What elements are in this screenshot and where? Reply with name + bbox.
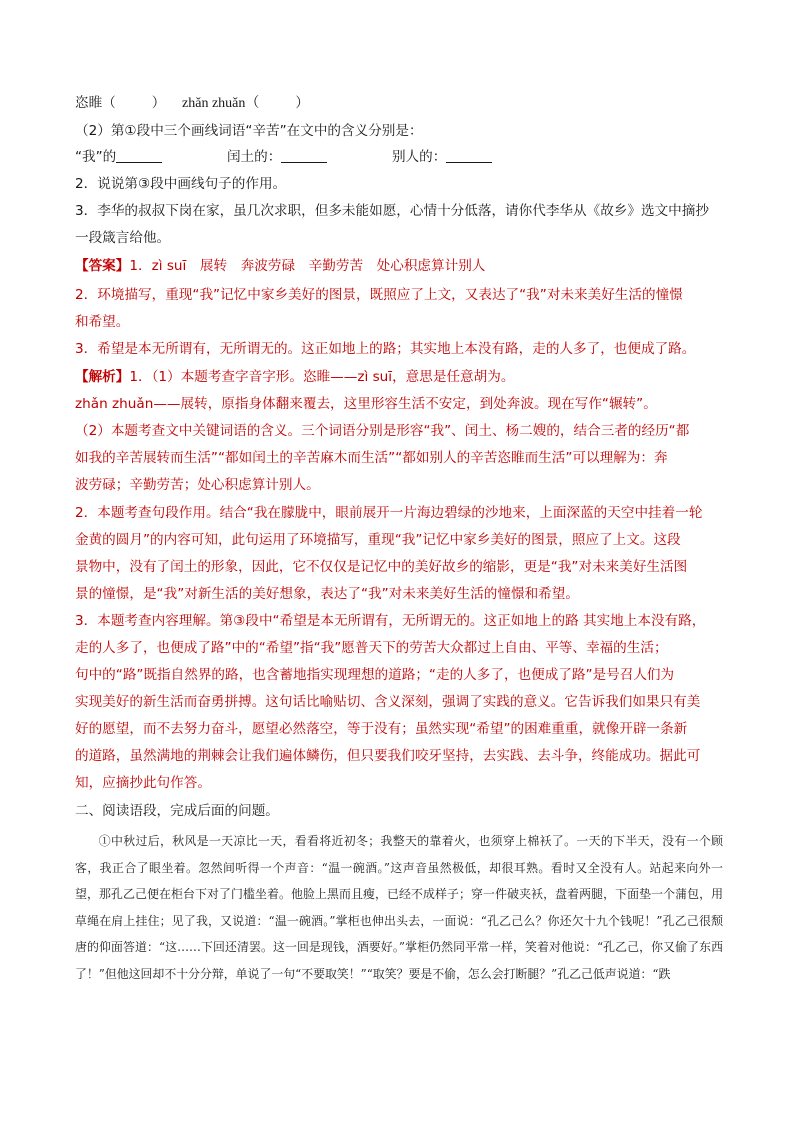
analysis-line: 句中的“路”既指自然界的路，也含蓄地指实现理想的道路；“走的人多了，也便成了路”是号召人们为 [75,667,675,683]
analysis-1: 【解析】1．（1）本题考查字音字形。恣睢——zì suī，意思是任意胡为。 [75,369,515,385]
analysis-line: 波劳碌；辛勤劳苦；处心积虑算计别人。 [75,477,320,493]
answer-2-line2: 和希望。 [75,314,130,330]
analysis-line: 知，应摘抄此句作答。 [75,775,211,791]
analysis-line: 走的人多了，也便成了路”中的“希望”指“我”愿普天下的劳苦大众都过上自由、平等、幸福的生活； [75,640,668,656]
blank-runtu[interactable] [281,148,327,163]
analysis-line: 景物中，没有了闰土的形象，因此，它不仅仅是记忆中的美好故乡的缩影，更是“我”对未来美好生活图 [75,559,688,575]
analysis-marker: 【解析】 [75,369,130,385]
analysis-line: （2）本题考查文中关键词语的含义。三个词语分别是形容“我”、闰土、杨二嫂的，结合三者的经历“都 [75,423,690,439]
analysis-line: 如我的辛苦展转而生活”“都如闰土的辛苦麻木而生活”“都如别人的辛苦恣睢而生活”可以理解为：奔 [75,450,668,466]
answer-1: 【答案】1．zì suī 展转 奔波劳碌 辛勤劳苦 处心积虑算计别人 [75,258,486,274]
q3-prompt-line1: 3．李华的叔叔下岗在家，虽几次求职，但多未能如愿，心情十分低落，请你代李华从《故乡》选文中摘抄 [75,203,709,219]
answer-2-line1: 2．环境描写，重现“我”记忆中家乡美好的图景，既照应了上文，又表达了“我”对未来美好生活的憧憬 [75,287,683,303]
analysis-line: 3．本题考查内容理解。第③段中“希望是本无所谓有，无所谓无的。这正如地上的路 其实地上本没有路， [75,613,706,629]
analysis-line: 好的愿望，而不去努力奋斗，愿望必然落空，等于没有；虽然实现“希望”的困难重重，就像开辟一条新 [75,721,688,737]
q1-pinyin-line: 恣睢（ ） zhǎn zhuǎn（ ） [75,95,309,111]
q1-word1: 恣睢（ [75,95,116,111]
q1-2-blanks: “我”的 闰土的： 别人的： [75,147,725,167]
reading-passage [75,828,723,987]
analysis-line: 2．本题考查句段作用。结合“我在朦胧中，眼前展开一片海边碧绿的沙地来，上面深蓝的天空中挂着一轮 [75,505,703,521]
analysis-line: 实现美好的新生活而奋勇拼搏。这句话比喻贴切、含义深刻，强调了实践的意义。它告诉我们如果只有美 [75,694,701,710]
q1-2-prompt: （2）第①段中三个画线词语“辛苦”在文中的含义分别是： [75,123,423,139]
analysis-line: 的道路，虽然满地的荆棘会让我们遍体鳞伤，但只要我们咬牙坚持，去实践、去斗争，终能成功。据此可 [75,748,701,764]
q1-word2: zhǎn zhuǎn（ [182,96,260,111]
analysis-line: 金黄的圆月”的内容可知，此句运用了环境描写，重现“我”记忆中家乡美好的图景，照应了上文。这段 [75,532,681,548]
blank-me[interactable] [116,148,162,163]
passage-paragraph-1: ①中秋过后，秋风是一天凉比一天，看看将近初冬；我整天的靠着火，也须穿上棉袄了。一天的下半天，没有一个顾客，我正合了眼坐着。忽然间听得一个声音：“温一碗酒。”这声音虽然极低，却很耳熟。看时又全没有人。站起来向外一望，那孔乙己便在柜台下对了门槛坐着。他脸上黑而且瘦，已经不成样子；穿一件破夹袄，盘着两腿，下面垫一个蒲包，用草绳在肩上挂住；见了我，又说道：“温一碗酒。”掌柜也伸出头去，一面说：“孔乙己么？你还欠十九个钱呢！”孔乙己很颓唐的仰面答道：“这……下回还清罢。这一回是现钱，酒要好。”掌柜仍然同平常一样，笑着对他说：“孔乙己，你又偷了东西了！”但他这回却不十分分辩，单说了一句“不要取笑！”“取笑？要是不偷，怎么会打断腿？”孔乙己低声说道：“跌 [75,834,723,981]
answer-marker: 【答案】 [75,258,130,274]
analysis-line: zhǎn zhuǎn——展转，原指身体翻来覆去，这里形容生活不安定，到处奔波。现在写作“辗转”。 [75,396,657,412]
blank-others[interactable] [446,148,492,163]
analysis-line: 景的憧憬，是“我”对新生活的美好想象，表达了“我”对未来美好生活的憧憬和希望。 [75,586,579,602]
q2-prompt: 2．说说第③段中画线句子的作用。 [75,176,287,192]
section2-heading: 二、阅读语段，完成后面的问题。 [75,803,279,819]
answer-3: 3．希望是本无所谓有，无所谓无的。这正如地上的路；其实地上本没有路，走的人多了，也便成了路。 [75,341,696,357]
q3-prompt-line2: 一段箴言给他。 [75,230,171,246]
